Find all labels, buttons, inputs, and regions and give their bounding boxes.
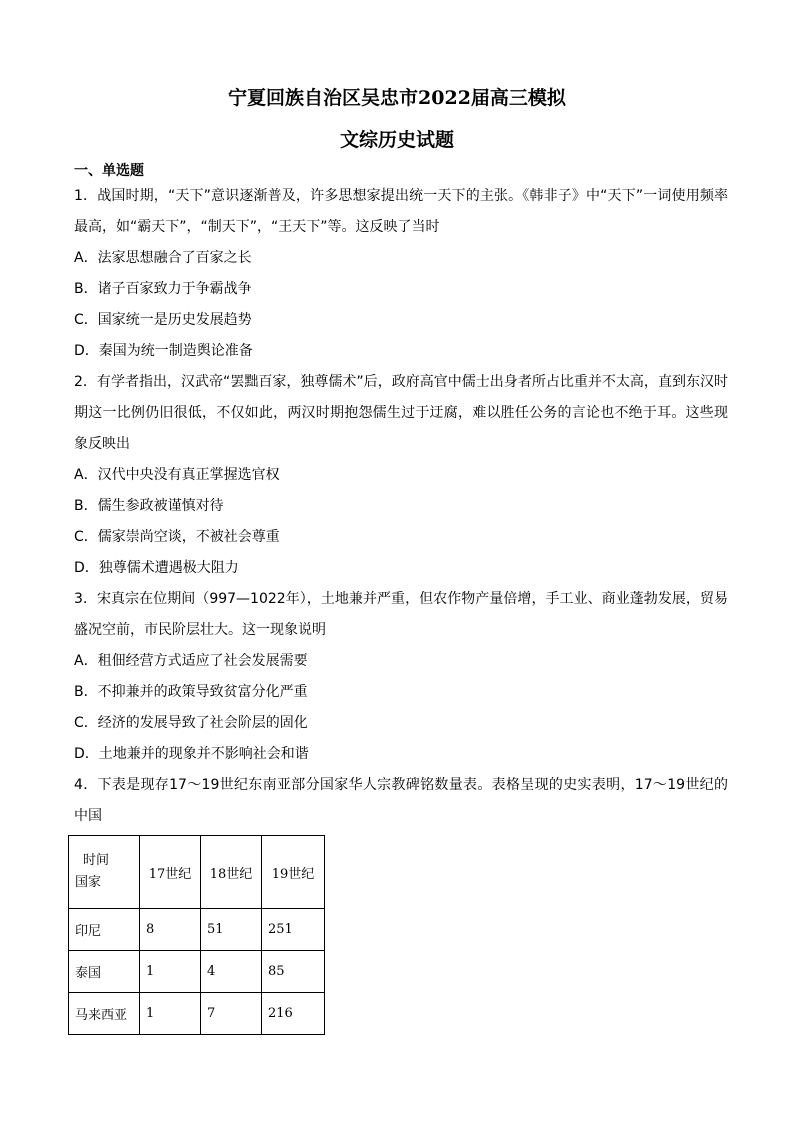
table-header-row — [69, 836, 325, 909]
table-cell: 8 — [140, 909, 201, 951]
option-a: A．汉代中央没有真正掌握选官权 — [74, 467, 280, 483]
table-row — [69, 993, 325, 1035]
section-heading: 一、单选题 — [74, 163, 144, 179]
column-header: 17世纪 — [140, 836, 201, 909]
exam-subtitle: 文综历史试题 — [339, 129, 454, 151]
column-header: 18世纪 — [201, 836, 262, 909]
column-header: 19世纪 — [262, 836, 325, 909]
exam-title: 宁夏回族自治区吴忠市2022届高三模拟 — [228, 87, 566, 109]
table-cell: 85 — [262, 951, 325, 993]
row-country: 印尼 — [69, 909, 140, 951]
table-cell: 1 — [140, 993, 201, 1035]
question-1 — [74, 181, 728, 367]
question-3 — [74, 584, 728, 770]
table-row — [69, 909, 325, 951]
question-stem: 2．有学者指出，汉武帝“罢黜百家，独尊儒术”后，政府高官中儒士出身者所占比重并不太高，直到东汉时期这一比例仍旧很低，不仅如此，两汉时期抱怨儒生过于迂腐，难以胜任公务的言论也不绝于耳。这些现象反映出 — [74, 374, 728, 452]
table-cell: 251 — [262, 909, 325, 951]
option-d: D．独尊儒术遭遇极大阻力 — [74, 560, 239, 576]
option-b: B．儒生参政被谨慎对待 — [74, 498, 224, 514]
corner-label-country: 国家 — [75, 875, 102, 890]
question-stem: 1．战国时期，“天下”意识逐渐普及，许多思想家提出统一天下的主张。《韩非子》中“天下”一词使用频率最高，如“霸天下”，“制天下”，“王天下”等。这反映了当时 — [74, 188, 728, 235]
table-corner-cell — [69, 836, 140, 909]
question-2 — [74, 367, 728, 584]
option-c: C．经济的发展导致了社会阶层的固化 — [74, 715, 308, 731]
table-cell: 51 — [201, 909, 262, 951]
question-4 — [74, 770, 728, 832]
table-cell: 4 — [201, 951, 262, 993]
inscription-table-wrapper — [68, 835, 325, 1035]
option-b: B．诸子百家致力于争霸战争 — [74, 281, 252, 297]
option-c: C．国家统一是历史发展趋势 — [74, 312, 252, 328]
option-d: D．秦国为统一制造舆论准备 — [74, 343, 253, 359]
option-b: B．不抑兼并的政策导致贫富分化严重 — [74, 684, 308, 700]
row-country: 马来西亚 — [69, 993, 140, 1035]
row-country: 泰国 — [69, 951, 140, 993]
corner-label-time: 时间 — [83, 853, 110, 868]
table-row — [69, 951, 325, 993]
inscription-table — [68, 835, 325, 1035]
table-cell: 1 — [140, 951, 201, 993]
option-d: D．土地兼并的现象并不影响社会和谐 — [74, 746, 309, 762]
option-a: A．租佃经营方式适应了社会发展需要 — [74, 653, 308, 669]
option-a: A．法家思想融合了百家之长 — [74, 250, 252, 266]
table-cell: 7 — [201, 993, 262, 1035]
question-stem: 3．宋真宗在位期间（997—1022年），土地兼并严重，但农作物产量倍增，手工业、商业蓬勃发展，贸易盛况空前，市民阶层壮大。这一现象说明 — [74, 591, 728, 638]
option-c: C．儒家崇尚空谈，不被社会尊重 — [74, 529, 280, 545]
table-cell: 216 — [262, 993, 325, 1035]
question-list — [74, 181, 728, 832]
question-stem: 4．下表是现存17～19世纪东南亚部分国家华人宗教碑铭数量表。表格呈现的史实表明，17～19世纪的中国 — [74, 777, 728, 824]
